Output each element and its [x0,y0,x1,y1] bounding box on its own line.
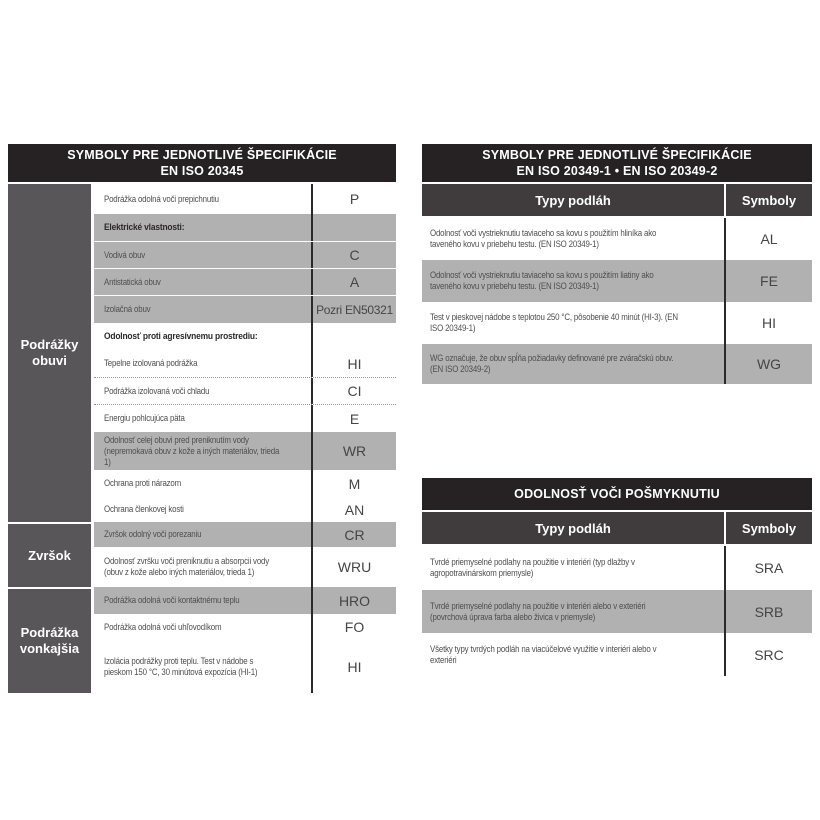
row-label [94,184,311,214]
row-label-text: Podrážka odolná voči prepichnutiu [104,193,219,204]
row-label-text: Vodivá obuv [104,249,146,260]
table-row [94,547,396,587]
row-label [94,432,311,470]
row-label [94,378,311,404]
row-label [94,547,311,587]
row-label [94,497,311,522]
row-symbol: SRA [724,546,812,590]
row-symbol [311,214,396,241]
row-label-text: Odolnosť zvršku voči preniknutiu a absorpcii vody (obuv z kože alebo iných materiálov, trieda 1) [104,556,270,577]
table-row [94,295,396,323]
row-group-rows [94,184,396,522]
row-label [422,260,724,302]
sidebar-group-label: Podrážky obuvi [8,184,94,522]
table-slip-resistance [422,478,812,676]
row-label-text: Ochrana členkovej kosti [104,504,184,514]
row-label [94,614,311,640]
row-label [422,633,724,676]
row-symbol: SRB [724,590,812,633]
table-header-slip-resistance: ODOLNOSŤ VOČI POŠMYKNUTIU [422,478,812,512]
row-label-text: Všetky typy tvrdých podláh na viacúčelové využitie v interiéri alebo v exteriéri [430,643,657,665]
row-label [94,296,311,323]
row-label [94,470,311,497]
row-symbol: WG [724,344,812,384]
row-symbol: HRO [311,587,396,614]
row-symbol: P [311,184,396,214]
row-label-text: Izolačná obuv [104,304,151,314]
row-symbol: CR [311,522,396,547]
row-symbol: WRU [311,547,396,587]
table-header-en-iso-20349 [422,144,812,184]
row-symbol: HI [724,302,812,344]
table-row [94,405,396,432]
row-label-text: Ochrana proti nárazom [104,478,182,488]
column-header-row [422,184,812,218]
table-row [422,218,812,260]
row-label-text: Odolnosť voči vystrieknutiu taviaceho sa kovu s použitím hliníka ako taveného kovu v priebehu testu. (EN ISO 20349-1) [430,228,657,249]
table-row [422,302,812,344]
row-symbol: C [311,242,396,268]
table-body [422,546,812,676]
row-label-text: Zvršok odolný voči porezaniu [104,529,202,539]
row-label-text: Energiu pohlcujúca päta [104,413,185,423]
row-label-text: WG označuje, že obuv spĺňa požiadavky definované pre zváračskú obuv. (EN ISO 20349-2) [430,353,674,374]
row-label [94,640,311,693]
row-label [94,323,311,350]
table-title-line2: EN ISO 20349-1 • EN ISO 20349-2 [516,164,718,178]
row-symbol: AN [311,497,396,522]
row-symbol: CI [311,378,396,404]
table-row [94,184,396,214]
table-en-iso-20349 [422,144,812,384]
table-row [94,497,396,522]
row-label [94,214,311,241]
row-symbol: FE [724,260,812,302]
column-header-row [422,512,812,546]
row-symbol: M [311,470,396,497]
row-group-rows [94,587,396,693]
sidebar-group-label: Podrážka vonkajšia [8,587,94,693]
table-row [94,241,396,268]
row-label [422,590,724,633]
table-row [94,268,396,295]
row-label [94,242,311,268]
row-label [422,218,724,260]
table-row [94,323,396,350]
row-label-text: Test v pieskovej nádobe s teplotou 250 °C, pôsobenie 40 minút (HI-3). (EN ISO 20349-1) [430,312,678,333]
row-group [8,184,396,522]
row-label [94,350,311,377]
row-label-text: Izolácia podrážky proti teplu. Test v nádobe s pieskom 150 °C, 30 minútová expozícia (HI-1) [104,655,258,677]
sidebar-group-label: Zvršok [8,522,94,587]
row-label-text: Odolnosť proti agresívnemu prostrediu: [104,331,258,342]
row-symbol: HI [311,350,396,377]
row-symbol: FO [311,614,396,640]
row-label-text: Podrážka odolná voči kontaktnému teplu [104,595,240,605]
table-row [422,590,812,633]
row-label-text: Tepelne izolovaná podrážka [104,358,198,368]
table-row [94,214,396,241]
table-row [94,640,396,693]
table-row [94,378,396,405]
row-symbol: AL [724,218,812,260]
row-symbol: SRC [724,633,812,676]
row-label-text: Odolnosť celej obuvi pred preniknutím vody (nepremokavá obuv z kože a iných materiálov, trieda 1) [104,434,280,467]
row-symbol: A [311,269,396,295]
row-label [422,302,724,344]
row-label-text: Podrážka odolná voči uhľovodíkom [104,621,222,632]
row-label-text: Tvrdé priemyselné podlahy na použitie v interiéri alebo v exteriéri (povrchová úprava farba alebo živica v priemysle) [430,600,646,622]
column-header-symbols: Symboly [724,184,812,216]
row-symbol: E [311,405,396,432]
row-group [8,587,396,693]
row-label [94,587,311,614]
row-group-rows [94,522,396,587]
column-header-symbols: Symboly [724,512,812,544]
table-row [94,587,396,614]
table-row [94,470,396,497]
row-label-text: Tvrdé priemyselné podlahy na použitie v interiéri (typ dlažby v agropotravinárskom priemysle) [430,557,635,578]
table-row [422,546,812,590]
table-title-line1: SYMBOLY PRE JEDNOTLIVÉ ŠPECIFIKÁCIE [67,148,337,162]
table-title-line1: SYMBOLY PRE JEDNOTLIVÉ ŠPECIFIKÁCIE [482,148,752,162]
row-label-text: Podrážka izolovaná voči chladu [104,385,210,396]
row-symbol: HI [311,640,396,693]
table-en-iso-20345 [8,144,396,693]
row-symbol: WR [311,432,396,470]
row-label [94,269,311,295]
column-header-floor-types: Typy podláh [422,184,724,216]
table-title-line2: EN ISO 20345 [160,164,244,178]
row-symbol: Pozri EN50321 [311,296,396,323]
row-label-text: Elektrické vlastnosti: [104,222,185,233]
table-row [94,350,396,378]
column-header-floor-types: Typy podláh [422,512,724,544]
row-label-text: Antistatická obuv [104,276,161,287]
table-header-en-iso-20345 [8,144,396,184]
row-label [422,546,724,590]
table-row [422,260,812,302]
table-row [422,633,812,676]
table-row [94,432,396,470]
row-label [94,522,311,547]
row-label [422,344,724,384]
table-body [422,218,812,384]
table-row [422,344,812,384]
table-row [94,614,396,640]
table-row [94,522,396,547]
table-body [8,184,396,693]
row-symbol [311,323,396,350]
row-label-text: Odolnosť voči vystrieknutiu taviaceho sa kovu s použitím liatiny ako taveného kovu v priebehu testu. (EN ISO 20349-1) [430,270,654,291]
row-group [8,522,396,587]
row-label [94,405,311,432]
